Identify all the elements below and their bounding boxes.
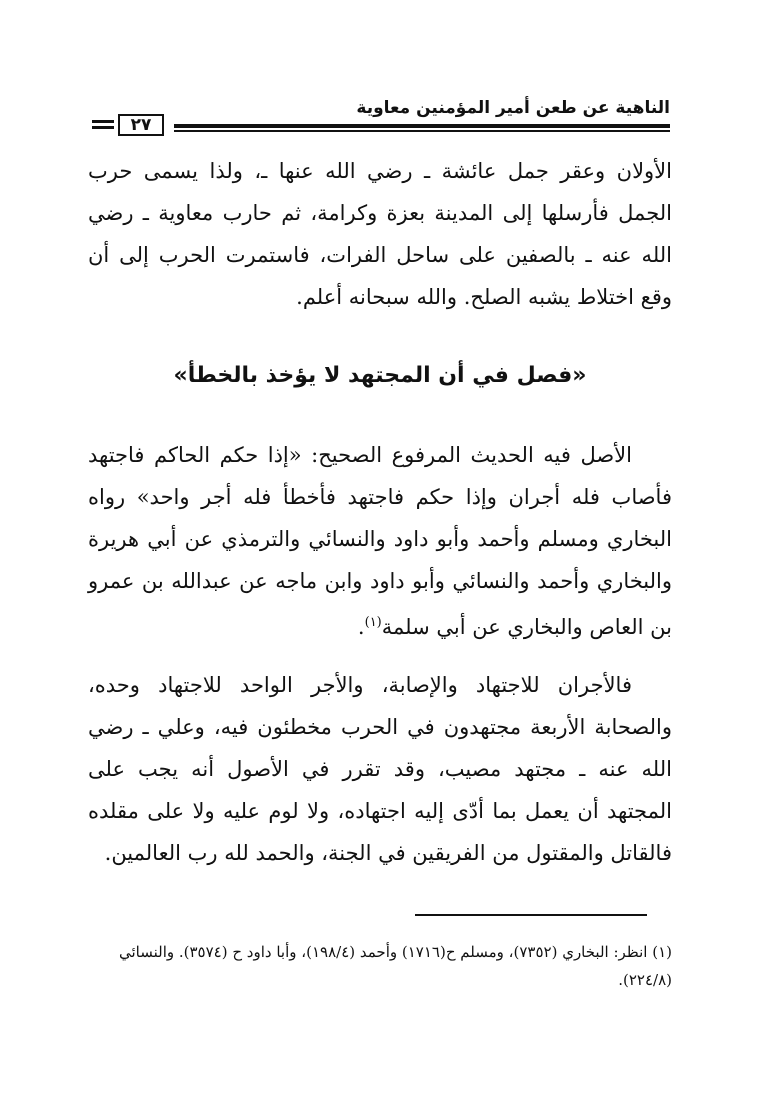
- footnote-text: (١) انظر: البخاري (٧٣٥٢)، ومسلم ح(١٧١٦) وأحمد (١٩٨/٤)، وأبا داود ح (٣٥٧٤). والنسائي (٢٢٤/٨).: [118, 943, 672, 989]
- paragraph-continuation: الأولان وعقر جمل عائشة ـ رضي الله عنها ـ، ولذا يسمى حرب الجمل فأرسلها إلى المدينة بعزة وكرامة، ثم حارب معاوية ـ رضي الله عنه ـ بالصفين على ساحل الفرات، فاستمرت الحرب إلى أن وقع اختلاط يشبه الصلح. والله سبحانه أعلم.: [88, 159, 672, 309]
- header-rule-thin: [174, 130, 670, 132]
- header-rule-thick: [174, 124, 670, 128]
- header-ornament: [92, 120, 114, 132]
- running-header: [92, 96, 670, 136]
- section-heading: «فصل في أن المجتهد لا يؤخذ بالخطأ»: [173, 363, 587, 388]
- paragraph-explanation: فالأجران للاجتهاد والإصابة، والأجر الواحد للاجتهاد وحده، والصحابة الأربعة مجتهدون في الحرب مخطئون فيه، وعلي ـ رضي الله عنه ـ مجتهد مصيب، وقد تقرر في الأصول أنه يجب على المجتهد أن يعمل بما أدّى إليه اجتهاده، ولا لوم عليه ولا على مقلده فالقاتل والمقتول من الفريقين في الجنة، والحمد لله رب العالمين.: [88, 673, 672, 865]
- footnote-reference: (١): [364, 615, 382, 630]
- header-title: الناهية عن طعن أمير المؤمنين معاوية: [356, 98, 670, 118]
- paragraph-hadith-end: .: [357, 615, 365, 639]
- paragraph-hadith-text: الأصل فيه الحديث المرفوع الصحيح: «إذا حكم الحاكم فاجتهد فأصاب فله أجران وإذا حكم فاجتهد فأخطأ فله أجر واحد» رواه البخاري ومسلم وأحمد وأبو داود والنسائي والترمذي عن أبي هريرة والبخاري وأحمد والنسائي وأبو داود وابن ماجه عن عبدالله بن عمرو بن العاص والبخاري عن أبي سلمة: [88, 443, 672, 639]
- main-text: [88, 150, 672, 874]
- paragraph-gap: [88, 648, 672, 664]
- paragraph-hadith: [88, 434, 672, 648]
- footnote-separator: [415, 914, 647, 916]
- page-number: ٢٧: [118, 114, 164, 136]
- footnote: [88, 938, 672, 994]
